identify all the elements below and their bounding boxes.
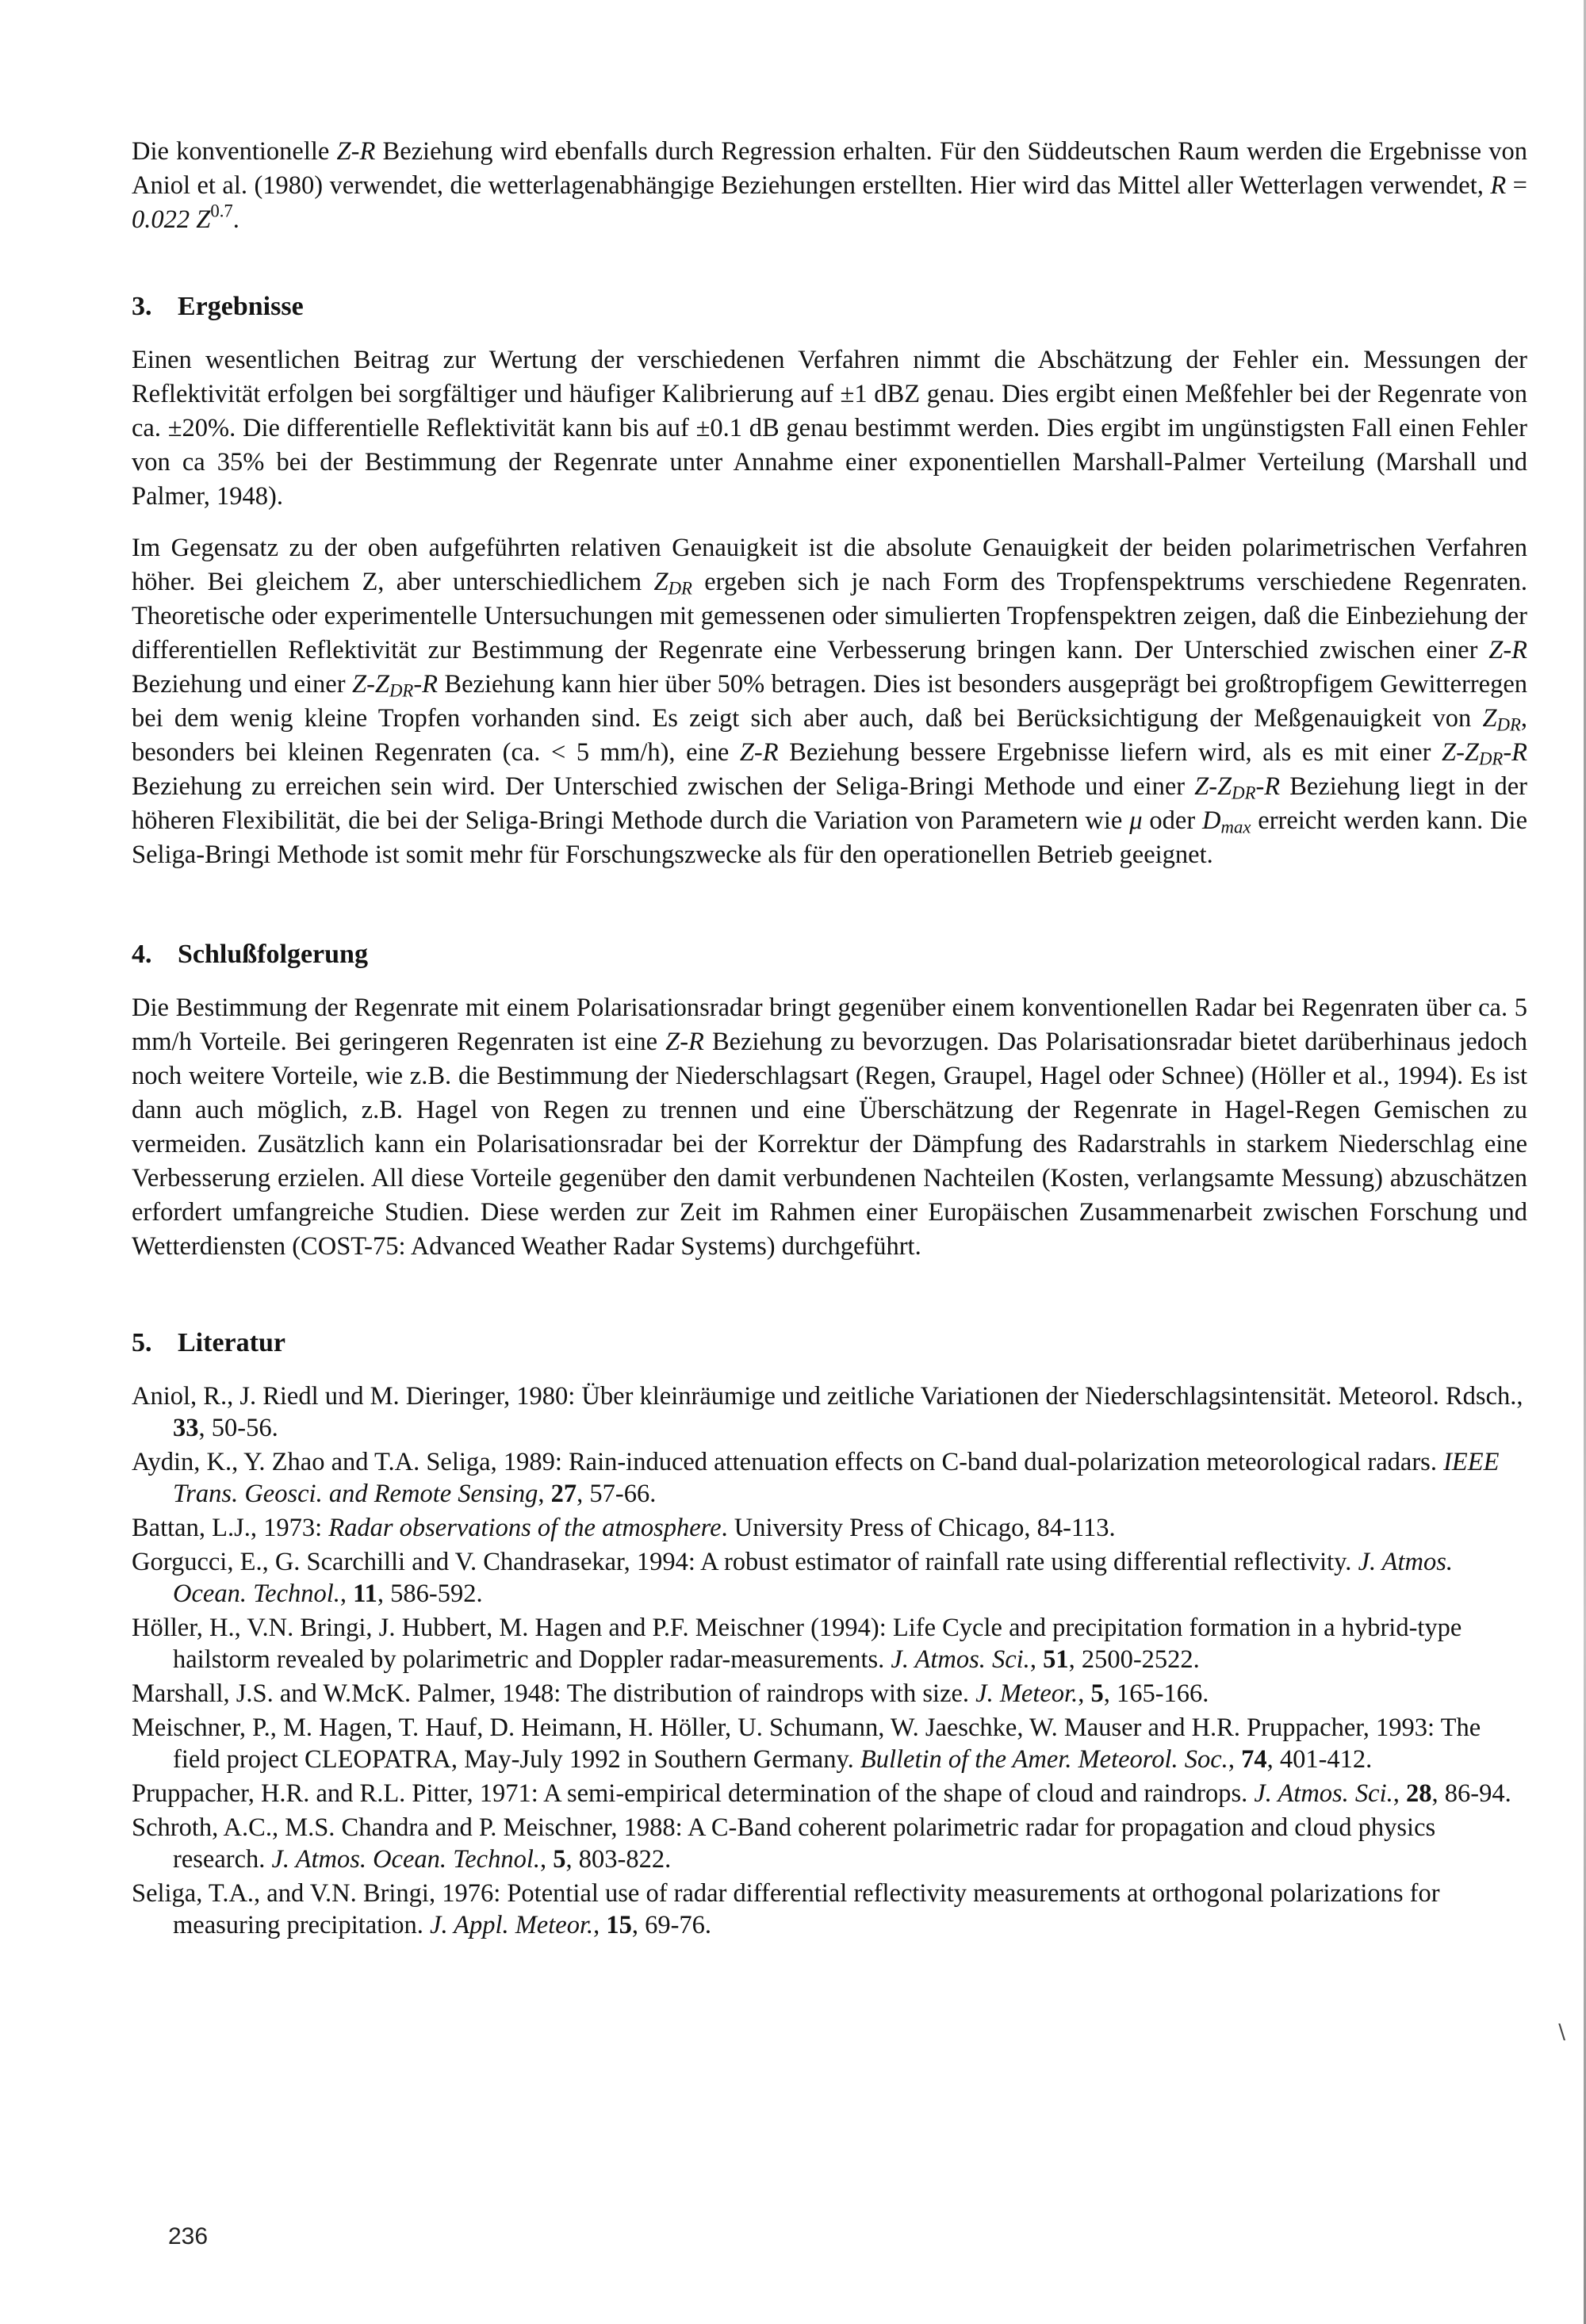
- reference-entry: Aydin, K., Y. Zhao and T.A. Seliga, 1989: Rain-induced attenuation effects on C-band dual-polarization meteorological radars. IEEE Trans. Geosci. and Remote Sensing, 27, 57-66.: [132, 1448, 1500, 1508]
- reference-entry: Schroth, A.C., M.S. Chandra and P. Meischner, 1988: A C-Band coherent polarimetric radar for propagation and cloud physics research. J. Atmos. Ocean. Technol., 5, 803-822.: [132, 1813, 1436, 1874]
- section-heading-conclusion: 4. Schlußfolgerung: [132, 940, 368, 969]
- section-heading-literature: 5. Literatur: [132, 1328, 285, 1357]
- results-paragraph-2: Im Gegensatz zu der oben aufgeführten relativen Genauigkeit ist die absolute Genauigkeit der beiden polarimetrischen Verfahren höher. Bei gleichem Z, aber unterschiedlichem $Z_{DR}$ ergeben sich je nach Form des Tropfenspektrums verschiedene Regenraten. Theoretische oder experimentelle Untersuchungen mit gemessenen oder simulierten Tropfenspektren zeigen, daß die Einbeziehung der differentiellen Reflektivität zur Bestimmung der Regenrate eine Verbesserung bringen kann. Der Unterschied zwischen einer Z-R Beziehung und einer $Z-Z_{DR}-R$ Beziehung kann hier über 50% betragen. Dies ist besonders ausgeprägt bei großtropfigem Gewitterregen bei dem wenig kleine Tropfen vorhanden sind. Es zeigt sich aber auch, daß bei Berücksichtigung der Meßgenauigkeit von $Z_{DR}$, besonders bei kleinen Regenraten (ca. < 5 mm/h), eine Z-R Beziehung bessere Ergebnisse liefern wird, als es mit einer $Z-Z_{DR}-R$ Beziehung zu erreichen sein wird. Der Unterschied zwischen der Seliga-Bringi Methode und einer $Z-Z_{DR}-R$ Beziehung liegt in der höheren Flexibilität, die bei der Seliga-Bringi Methode durch die Variation von Parametern wie μ oder $D_{max}$ erreicht werden kann. Die Seliga-Bringi Methode ist somit mehr für Forschungszwecke als für den operationellen Betrieb geeignet.: [132, 534, 1528, 869]
- results-paragraph-1: Einen wesentlichen Beitrag zur Wertung der verschiedenen Verfahren nimmt die Abschätzung der Fehler ein. Messungen der Reflektivität erfolgen bei sorgfältiger und häufiger Kalibrierung auf ±1 dBZ genau. Dies ergibt einen Meßfehler bei der Regenrate von ca. ±20%. Die differentielle Reflektivität kann bis auf ±0.1 dB genau bestimmt werden. Dies ergibt im ungünstigsten Fall einen Fehler von ca 35% bei der Bestimmung der Regenrate unter Annahme einer exponentiellen Marshall-Palmer Verteilung (Marshall und Palmer, 1948).: [132, 346, 1527, 511]
- reference-entry: Marshall, J.S. and W.McK. Palmer, 1948: The distribution of raindrops with size. J. Meteor., 5, 165-166.: [132, 1679, 1209, 1708]
- reference-entry: Meischner, P., M. Hagen, T. Hauf, D. Heimann, H. Höller, U. Schumann, W. Jaeschke, W. Mauser and H.R. Pruppacher, 1993: The field project CLEOPATRA, May-July 1992 in Southern Germany. Bulletin of the Amer. Meteorol. Soc., 74, 401-412.: [132, 1713, 1481, 1774]
- reference-entry: Höller, H., V.N. Bringi, J. Hubbert, M. Hagen and P.F. Meischner (1994): Life Cycle and precipitation formation in a hybrid-type hailstorm revealed by polarimetric and Doppler radar-measurements. J. Atmos. Sci., 51, 2500-2522.: [132, 1614, 1462, 1674]
- section-heading-results: 3. Ergebnisse: [132, 292, 304, 321]
- margin-mark: \: [1558, 2020, 1565, 2044]
- reference-list: [132, 1380, 1527, 1941]
- intro-paragraph: Die konventionelle Z-R Beziehung wird ebenfalls durch Regression erhalten. Für den Süddeutschen Raum werden die Ergebnisse von Aniol et al. (1980) verwendet, die wetterlagenabhängige Beziehungen erstellten. Hier wird das Mittel aller Wetterlagen verwendet, R = 0.022 $Z^{0.7}$.: [132, 137, 1527, 234]
- text-column: [132, 135, 1527, 1943]
- conclusion-paragraph: Die Bestimmung der Regenrate mit einem Polarisationsradar bringt gegenüber einem konventionellen Radar bei Regenraten über ca. 5 mm/h Vorteile. Bei geringeren Regenraten ist eine Z-R Beziehung zu bevorzugen. Das Polarisationsradar bietet darüberhinaus jedoch noch weitere Vorteile, wie z.B. die Bestimmung der Niederschlagsart (Regen, Graupel, Hagel oder Schnee) (Höller et al., 1994). Es ist dann auch möglich, z.B. Hagel von Regen zu trennen und eine Überschätzung der Regenrate in Hagel-Regen Gemischen zu vermeiden. Zusätzlich kann ein Polarisationsradar bei der Korrektur der Dämpfung des Radarstrahls in starkem Niederschlag eine Verbesserung erzielen. All diese Vorteile gegenüber den damit verbundenen Nachteilen (Kosten, verlangsamte Messung) abzuschätzen erfordert umfangreiche Studien. Diese werden zur Zeit im Rahmen einer Europäischen Zusammenarbeit zwischen Forschung und Wetterdiensten (COST-75: Advanced Weather Radar Systems) durchgeführt.: [132, 994, 1527, 1261]
- reference-entry: Seliga, T.A., and V.N. Bringi, 1976: Potential use of radar differential reflectivity measurements at orthogonal polarizations for measuring precipitation. J. Appl. Meteor., 15, 69-76.: [132, 1879, 1440, 1939]
- reference-entry: Battan, L.J., 1973: Radar observations of the atmosphere. University Press of Chicago, 84-113.: [132, 1514, 1116, 1542]
- reference-entry: Pruppacher, H.R. and R.L. Pitter, 1971: A semi-empirical determination of the shape of cloud and raindrops. J. Atmos. Sci., 28, 86-94.: [132, 1779, 1511, 1808]
- reference-entry: Gorgucci, E., G. Scarchilli and V. Chandrasekar, 1994: A robust estimator of rainfall rate using differential reflectivity. J. Atmos. Ocean. Technol., 11, 586-592.: [132, 1548, 1454, 1608]
- page-number: 236: [168, 2223, 209, 2249]
- reference-entry: Aniol, R., J. Riedl und M. Dieringer, 1980: Über kleinräumige und zeitliche Variationen der Niederschlagsintensität. Meteorol. Rdsch., 33, 50-56.: [132, 1382, 1523, 1442]
